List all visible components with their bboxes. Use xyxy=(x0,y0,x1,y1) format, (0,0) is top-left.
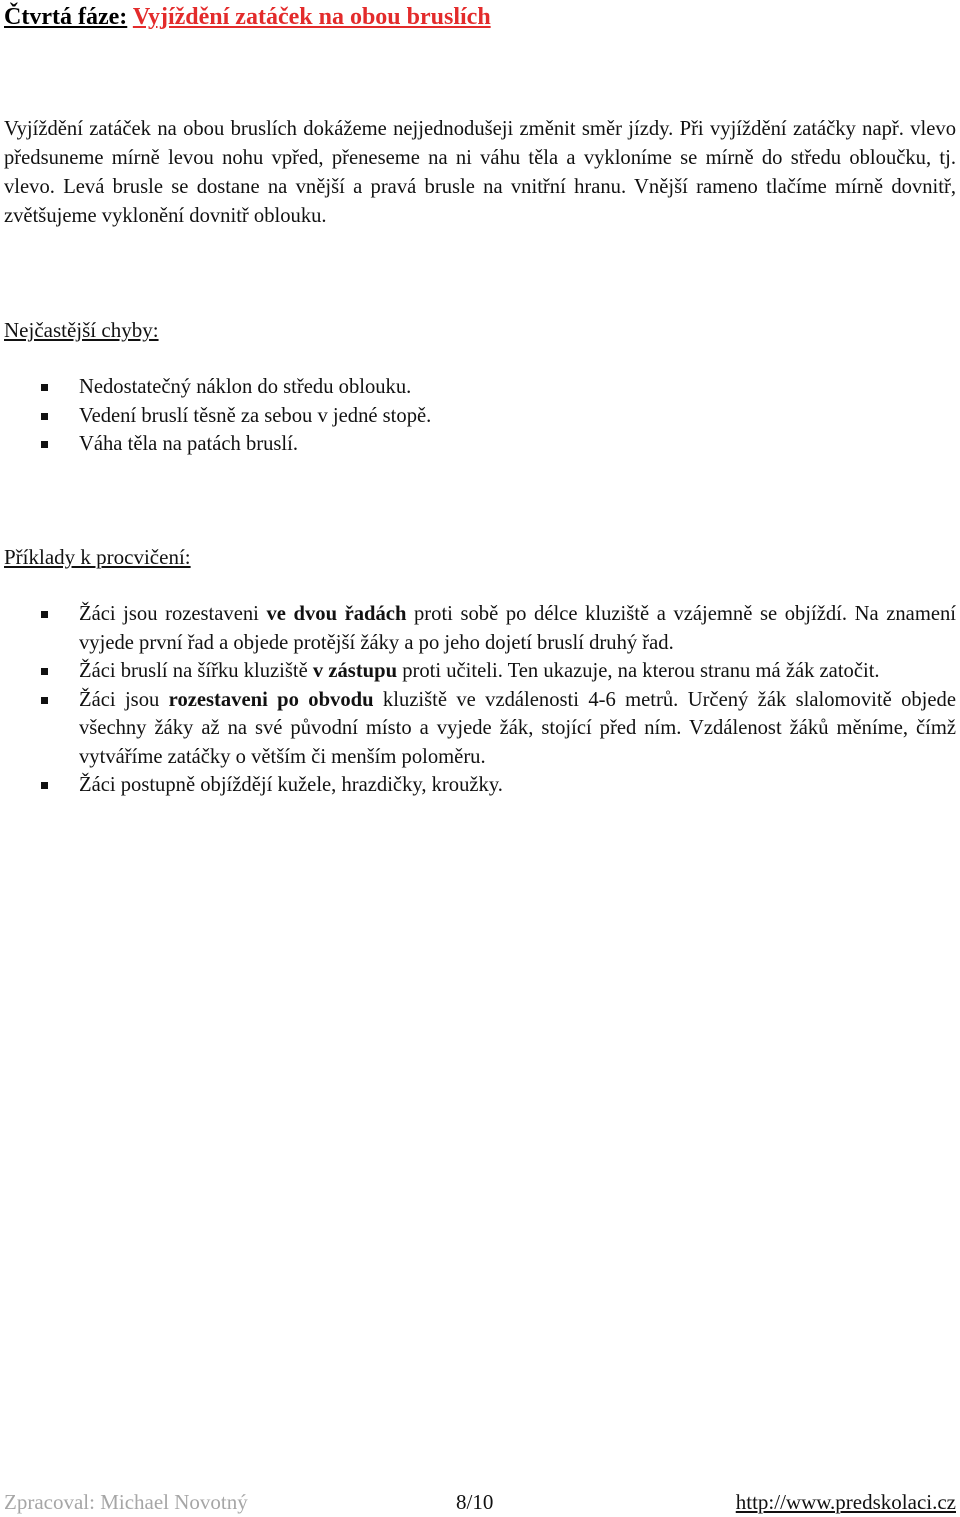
example-text-after: proti učiteli. Ten ukazuje, na kterou stranu má žák zatočit. xyxy=(397,660,880,682)
example-text-after: proti sobě po délce kluziště a vzájemně se objíždí. Na znamení vyjede první řad a objede protější žáky a po jeho dojetí bruslí druhý řad. xyxy=(79,603,957,654)
example-text-bold: v zástupu xyxy=(312,660,398,682)
examples-list xyxy=(0,600,956,800)
square-bullet-icon xyxy=(41,782,48,789)
phase-label: Čtvrtá fáze: xyxy=(4,4,128,30)
square-bullet-icon xyxy=(41,384,48,391)
example-item xyxy=(0,600,956,657)
footer-website-link[interactable]: http://www.predskolaci.cz xyxy=(735,1490,956,1514)
mistake-item xyxy=(0,402,956,431)
page-heading xyxy=(4,2,491,32)
mistake-text: Nedostatečný náklon do středu oblouku. xyxy=(79,376,412,398)
square-bullet-icon xyxy=(41,611,48,618)
square-bullet-icon xyxy=(41,668,48,675)
square-bullet-icon xyxy=(41,697,48,704)
example-text-bold: ve dvou řadách xyxy=(266,603,407,625)
mistake-text: Vedení bruslí těsně za sebou v jedné stopě. xyxy=(79,404,432,427)
mistake-item xyxy=(0,430,956,459)
phase-title: Vyjíždění zatáček na obou bruslích xyxy=(132,4,491,30)
footer-page-number: 8/10 xyxy=(456,1490,494,1514)
example-text-bold: rozestaveni po obvodu xyxy=(168,688,374,711)
example-item xyxy=(0,771,956,800)
mistakes-heading: Nejčastější chyby: xyxy=(4,318,159,342)
intro-paragraph: Vyjíždění zatáček na obou bruslích dokážeme nejjednodušeji změnit směr jízdy. Při vyjíždění zatáčky např. vlevo předsuneme mírně levou nohu vpřed, přeneseme na ni váhu těla a vykloníme se mírně do středu obloučku, tj. vlevo. Levá brusle se dostane na vnější a pravá brusle na vnitřní hranu. Vnější rameno tlačíme mírně dovnitř, zvětšujeme vyklonění dovnitř oblouku. xyxy=(4,118,956,227)
square-bullet-icon xyxy=(41,441,48,448)
examples-heading: Příklady k procvičení: xyxy=(4,545,191,569)
example-text-before: Žáci jsou xyxy=(79,688,169,711)
example-text-before: Žáci postupně objíždějí kužele, hrazdičky, kroužky. xyxy=(79,774,503,796)
mistakes-list xyxy=(0,373,956,459)
mistake-text: Váha těla na patách bruslí. xyxy=(79,433,298,455)
example-item xyxy=(0,657,956,686)
footer-author: Zpracoval: Michael Novotný xyxy=(4,1490,248,1514)
square-bullet-icon xyxy=(41,413,48,420)
example-item xyxy=(0,686,956,772)
example-text-before: Žáci jsou rozestaveni xyxy=(79,603,267,625)
mistake-item xyxy=(0,373,956,402)
example-text-before: Žáci bruslí na šířku kluziště xyxy=(79,660,313,682)
example-text-after: kluziště ve vzdálenosti 4-6 metrů. Určený žák slalomovitě objede všechny žáky až na své původní místo a vyjede žák, stojící před ním. Vzdálenost žáků měníme, čímž vytváříme zatáčky o větším či menším poloměru. xyxy=(79,688,956,768)
